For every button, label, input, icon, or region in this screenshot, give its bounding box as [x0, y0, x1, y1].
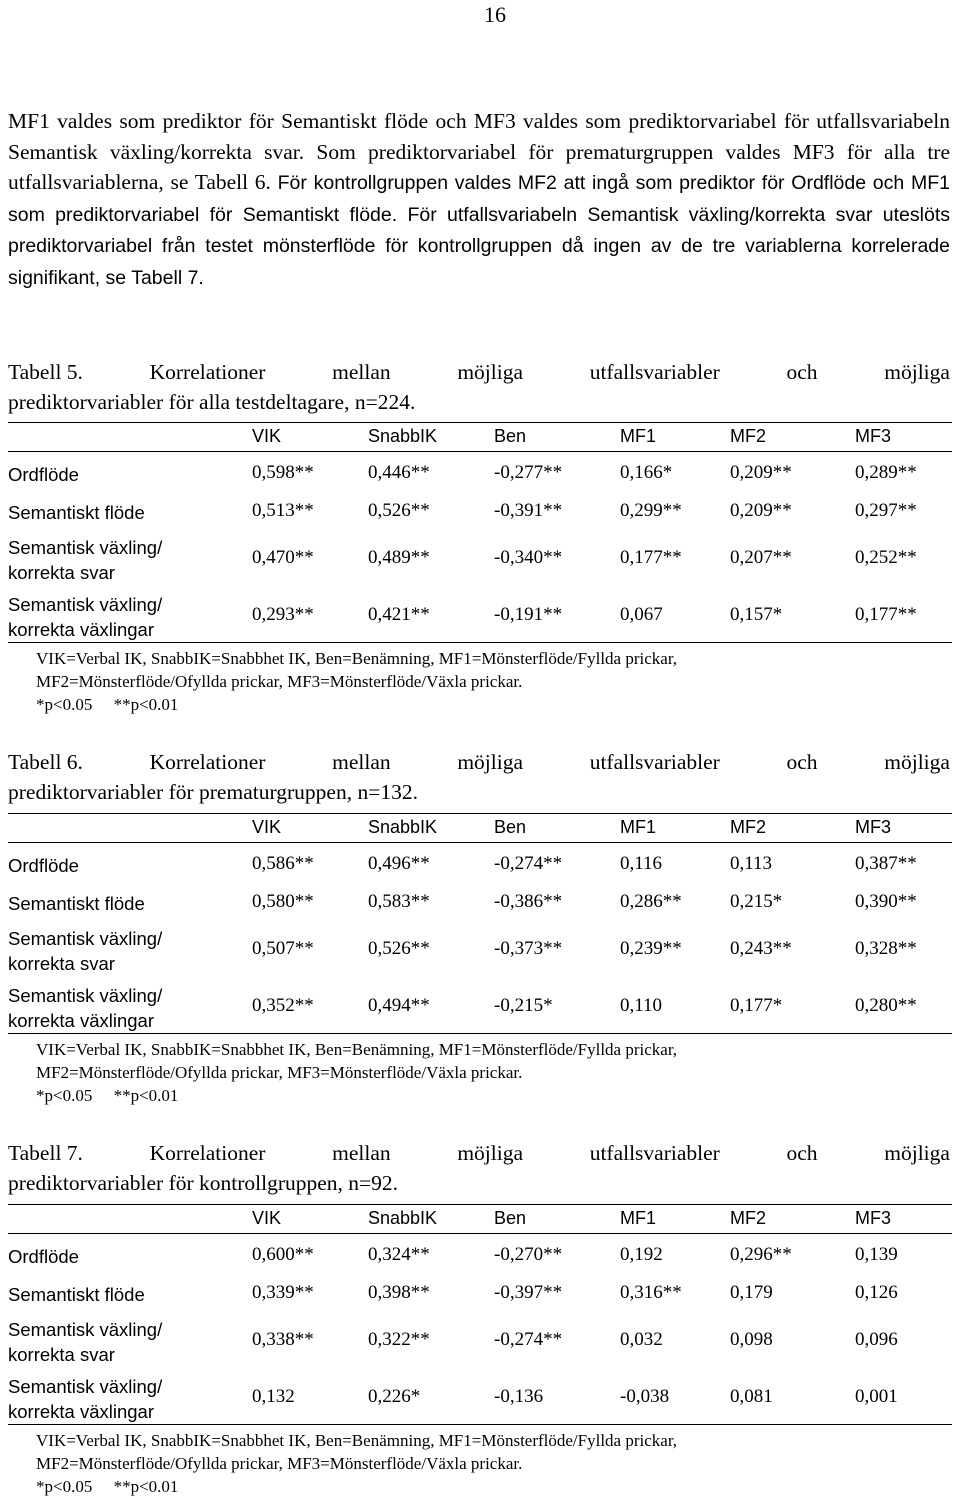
- table-cell: 0,297**: [855, 500, 917, 521]
- table-title-line1: [8, 1138, 950, 1168]
- column-header: VIK: [252, 426, 282, 446]
- table-cell: 0,580**: [252, 891, 314, 912]
- row-label: [8, 1282, 145, 1307]
- table-cell: 0,600**: [252, 1244, 314, 1265]
- row-label-line: Semantisk växling/: [8, 928, 163, 949]
- column-header: MF1: [620, 817, 656, 837]
- table-cell: 0,586**: [252, 853, 314, 874]
- table-cell: 0,286**: [620, 891, 682, 912]
- table-cell: 0,299**: [620, 500, 682, 521]
- table-cell: -0,270**: [494, 1244, 563, 1265]
- table-cell: -0,277**: [494, 462, 563, 483]
- row-label-line: Semantisk växling/: [8, 537, 163, 558]
- row-label-line: korrekta svar: [8, 562, 115, 583]
- row-label-line: Semantisk växling/: [8, 1376, 163, 1397]
- table-cell: -0,038: [620, 1386, 670, 1407]
- column-header: MF3: [855, 426, 891, 446]
- row-label-line: Ordflöde: [8, 464, 79, 485]
- table-cell: 0,398**: [368, 1282, 430, 1303]
- table-title-word: utfallsvariabler: [589, 1141, 720, 1165]
- table-cell: 0,116: [620, 853, 663, 874]
- table-cell: 0,289**: [855, 462, 917, 483]
- row-label-line: Semantiskt flöde: [8, 893, 145, 914]
- table-cell: 0,157*: [730, 604, 783, 625]
- table-title-line2: prediktorvariabler för prematurgruppen, n=132.: [8, 780, 418, 804]
- row-label: [8, 1244, 79, 1269]
- row-label-line: korrekta växlingar: [8, 1401, 155, 1422]
- column-header: VIK: [252, 817, 282, 837]
- table-cell: 0,316**: [620, 1282, 682, 1303]
- table-title-word: utfallsvariabler: [589, 360, 720, 384]
- table-title: [8, 747, 950, 807]
- row-label-line: korrekta svar: [8, 1344, 115, 1365]
- correlation-table: [8, 422, 952, 722]
- table-note: VIK=Verbal IK, SnabbIK=Snabbhet IK, Ben=Benämning, MF1=Mönsterflöde/Fyllda prickar,: [36, 1040, 678, 1059]
- table-cell: 0,598**: [252, 462, 314, 483]
- table-note: VIK=Verbal IK, SnabbIK=Snabbhet IK, Ben=Benämning, MF1=Mönsterflöde/Fyllda prickar,: [36, 1431, 678, 1450]
- table-cell: 0,067: [620, 604, 663, 625]
- page-number: 16: [484, 2, 506, 27]
- table-cell: 0,390**: [855, 891, 917, 912]
- table-cell: 0,338**: [252, 1329, 314, 1350]
- table-cell: -0,274**: [494, 1329, 563, 1350]
- row-label-line: Semantisk växling/: [8, 985, 163, 1006]
- table-cell: 0,252**: [855, 547, 917, 568]
- row-label-line: korrekta växlingar: [8, 619, 155, 640]
- table-cell: 0,322**: [368, 1329, 430, 1350]
- table-title-word: möjliga: [457, 360, 523, 384]
- table-cell: 0,215*: [730, 891, 783, 912]
- table-cell: 0,126: [855, 1282, 898, 1303]
- table-cell: 0,296**: [730, 1244, 792, 1265]
- table-title-word: Tabell 6.: [8, 750, 83, 774]
- paragraph-sans-text: För kontrollgruppen valdes MF2 att ingå som prediktor för Ordflöde och MF1 som prediktorvariabel för Semantiskt flöde. För utfallsvariabeln Semantisk växling/korrekta svar uteslöts prediktorvariabel från testet mönsterflöde för kontrollgruppen då ingen av de tre variablerna korrelerade signifikant, se Tabell 7.: [8, 172, 950, 289]
- table-cell: 0,192: [620, 1244, 663, 1265]
- table-title-line1: [8, 357, 950, 387]
- row-label: [8, 983, 162, 1033]
- table-cell: 0,207**: [730, 547, 792, 568]
- column-header: SnabbIK: [368, 817, 438, 837]
- table-cell: 0,243**: [730, 938, 792, 959]
- table-cell: -0,191**: [494, 604, 563, 625]
- table-note: *p<0.05 **p<0.01: [36, 695, 179, 714]
- table-cell: 0,132: [252, 1386, 295, 1407]
- table-title-word: mellan: [332, 360, 391, 384]
- table-cell: 0,526**: [368, 938, 430, 959]
- table-title: [8, 357, 950, 417]
- table-cell: 0,139: [855, 1244, 898, 1265]
- table-cell: 0,324**: [368, 1244, 430, 1265]
- row-label-line: Semantiskt flöde: [8, 502, 145, 523]
- row-label-line: Semantisk växling/: [8, 594, 163, 615]
- table-note: *p<0.05 **p<0.01: [36, 1086, 179, 1105]
- table-title-word: Tabell 5.: [8, 360, 83, 384]
- table-cell: -0,136: [494, 1386, 544, 1407]
- table-cell: 0,096: [855, 1329, 898, 1350]
- row-label: [8, 853, 79, 878]
- table-cell: 0,328**: [855, 938, 917, 959]
- column-header: MF1: [620, 1208, 656, 1228]
- table-title-word: mellan: [332, 750, 391, 774]
- table-title-word: utfallsvariabler: [589, 750, 720, 774]
- column-header: Ben: [494, 817, 527, 837]
- table-cell: 0,179: [730, 1282, 773, 1303]
- table-note: MF2=Mönsterflöde/Ofyllda prickar, MF3=Mönsterflöde/Växla prickar.: [36, 672, 523, 691]
- column-header: SnabbIK: [368, 1208, 438, 1228]
- row-label-line: Semantisk växling/: [8, 1319, 163, 1340]
- table-title-word: möjliga: [457, 750, 523, 774]
- row-label: [8, 891, 145, 916]
- row-label: [8, 592, 162, 642]
- table-header-rule: [8, 842, 952, 843]
- row-label-line: korrekta växlingar: [8, 1010, 155, 1031]
- table-cell: 0,470**: [252, 547, 314, 568]
- column-header: SnabbIK: [368, 426, 438, 446]
- table-header-rule: [8, 451, 952, 452]
- table-cell: 0,526**: [368, 500, 430, 521]
- table-cell: 0,280**: [855, 995, 917, 1016]
- table-cell: 0,339**: [252, 1282, 314, 1303]
- table-cell: 0,496**: [368, 853, 430, 874]
- row-label: [8, 1317, 162, 1367]
- table-title-word: och: [786, 750, 818, 774]
- table-title-word: möjliga: [457, 1141, 523, 1165]
- table-cell: 0,110: [620, 995, 663, 1016]
- table-top-rule: [8, 813, 952, 814]
- table-note: VIK=Verbal IK, SnabbIK=Snabbhet IK, Ben=Benämning, MF1=Mönsterflöde/Fyllda prickar,: [36, 649, 678, 668]
- table-cell: 0,387**: [855, 853, 917, 874]
- table-header-rule: [8, 1233, 952, 1234]
- table-cell: 0,513**: [252, 500, 314, 521]
- row-label: [8, 926, 162, 976]
- row-label: [8, 535, 162, 585]
- column-header: MF2: [730, 1208, 766, 1228]
- table-bottom-rule: [8, 1424, 952, 1425]
- row-label-line: korrekta svar: [8, 953, 115, 974]
- table-note: *p<0.05 **p<0.01: [36, 1477, 179, 1496]
- table-title: [8, 1138, 950, 1198]
- table-cell: 0,209**: [730, 500, 792, 521]
- table-cell: -0,386**: [494, 891, 563, 912]
- table-cell: 0,583**: [368, 891, 430, 912]
- table-bottom-rule: [8, 1033, 952, 1034]
- row-label: [8, 500, 145, 525]
- table-cell: 0,209**: [730, 462, 792, 483]
- table-title-line2: prediktorvariabler för kontrollgruppen, n=92.: [8, 1171, 399, 1195]
- table-cell: 0,239**: [620, 938, 682, 959]
- table-cell: 0,001: [855, 1386, 898, 1407]
- column-header: MF3: [855, 1208, 891, 1228]
- table-cell: 0,098: [730, 1329, 773, 1350]
- table-note: MF2=Mönsterflöde/Ofyllda prickar, MF3=Mönsterflöde/Växla prickar.: [36, 1063, 523, 1082]
- row-label-line: Ordflöde: [8, 855, 79, 876]
- table-cell: -0,340**: [494, 547, 563, 568]
- row-label-line: Semantiskt flöde: [8, 1284, 145, 1305]
- table-cell: -0,391**: [494, 500, 563, 521]
- table-cell: 0,507**: [252, 938, 314, 959]
- table-cell: 0,081: [730, 1386, 773, 1407]
- table-cell: 0,113: [730, 853, 773, 874]
- table-cell: 0,166*: [620, 462, 673, 483]
- table-title-word: möjliga: [884, 750, 950, 774]
- table-title-word: Korrelationer: [149, 750, 266, 774]
- column-header: Ben: [494, 1208, 527, 1228]
- table-title-word: möjliga: [884, 1141, 950, 1165]
- column-header: Ben: [494, 426, 527, 446]
- table-title-word: och: [786, 1141, 818, 1165]
- paragraph-serif-text: MF1 valdes som prediktor för Semantiskt flöde och MF3 valdes som prediktorvariabel för utfallsvariabeln Semantisk växling/korrekta svar. Som prediktorvariabel för prematurgruppen valdes MF3 för alla tre utfallsvariablerna, se Tabell 6.: [8, 109, 950, 194]
- table-cell: 0,032: [620, 1329, 663, 1350]
- column-header: MF2: [730, 426, 766, 446]
- column-header: VIK: [252, 1208, 282, 1228]
- table-cell: 0,352**: [252, 995, 314, 1016]
- column-header: MF2: [730, 817, 766, 837]
- correlation-table: [8, 813, 952, 1113]
- row-label-line: Ordflöde: [8, 1246, 79, 1267]
- table-note: MF2=Mönsterflöde/Ofyllda prickar, MF3=Mönsterflöde/Växla prickar.: [36, 1454, 523, 1473]
- correlation-table: [8, 1204, 952, 1504]
- table-title-word: Tabell 7.: [8, 1141, 83, 1165]
- table-cell: -0,397**: [494, 1282, 563, 1303]
- table-cell: 0,226*: [368, 1386, 421, 1407]
- table-title-word: mellan: [332, 1141, 391, 1165]
- table-title-line1: [8, 747, 950, 777]
- row-label: [8, 1374, 162, 1424]
- row-label: [8, 462, 79, 487]
- table-cell: 0,446**: [368, 462, 430, 483]
- table-cell: 0,489**: [368, 547, 430, 568]
- column-header: MF3: [855, 817, 891, 837]
- table-title-line2: prediktorvariabler för alla testdeltagare, n=224.: [8, 390, 416, 414]
- table-cell: 0,494**: [368, 995, 430, 1016]
- table-title-word: och: [786, 360, 818, 384]
- column-header: MF1: [620, 426, 656, 446]
- table-top-rule: [8, 422, 952, 423]
- table-cell: 0,177*: [730, 995, 783, 1016]
- table-title-word: Korrelationer: [149, 1141, 266, 1165]
- table-bottom-rule: [8, 642, 952, 643]
- table-cell: -0,274**: [494, 853, 563, 874]
- table-title-word: möjliga: [884, 360, 950, 384]
- body-paragraph: [8, 106, 950, 293]
- table-cell: 0,293**: [252, 604, 314, 625]
- table-top-rule: [8, 1204, 952, 1205]
- table-cell: -0,373**: [494, 938, 563, 959]
- table-cell: 0,177**: [855, 604, 917, 625]
- table-title-word: Korrelationer: [149, 360, 266, 384]
- table-cell: 0,177**: [620, 547, 682, 568]
- table-cell: -0,215*: [494, 995, 553, 1016]
- table-cell: 0,421**: [368, 604, 430, 625]
